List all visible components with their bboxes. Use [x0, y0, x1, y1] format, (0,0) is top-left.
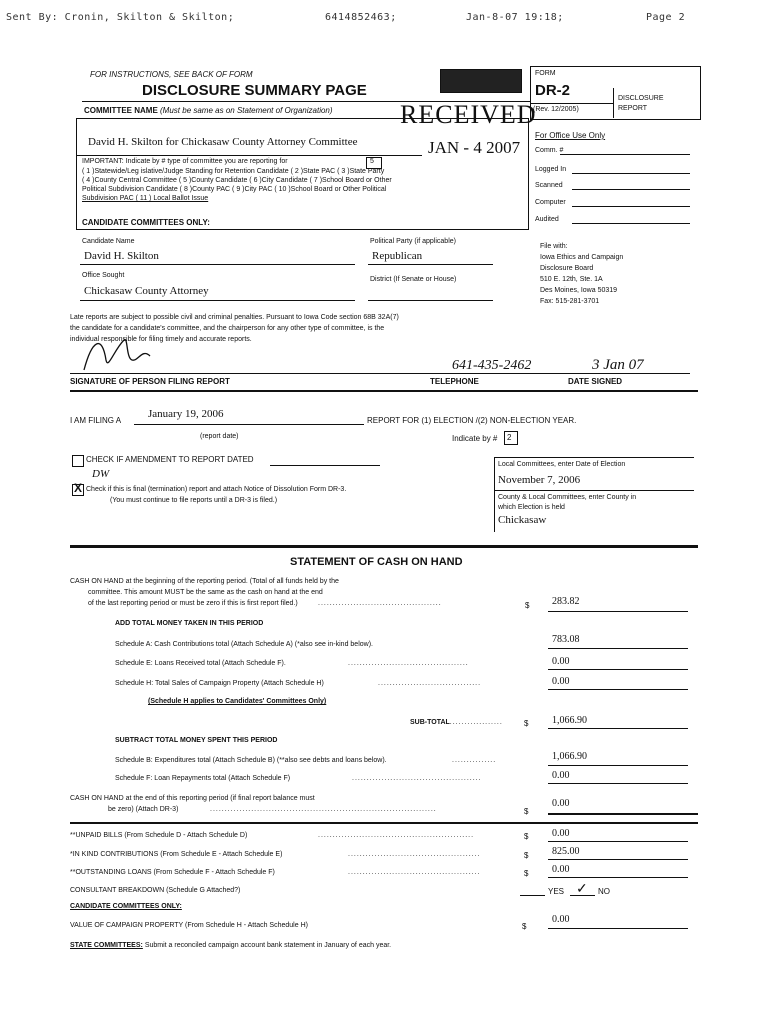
penalty-1: Late reports are subject to possible civil and criminal penalties. Pursuant to Iowa Code section 68B 32A(7)	[70, 314, 399, 321]
file-with-5: Des Moines, Iowa 50319	[540, 287, 618, 294]
dollar-sign: $	[524, 851, 529, 860]
sched-h: Schedule H: Total Sales of Campaign Property (Attach Schedule H)	[115, 680, 324, 687]
office-sought[interactable]: Chickasaw County Attorney	[84, 285, 209, 297]
important-4: Political Subdivision Candidate ( 8 )County PAC ( 9 )City PAC ( 10 )School Board or Other Political	[82, 186, 387, 193]
important-2: ( 1 )Statewide/Leg islative/Judge Standing for Retention Candidate ( 2 )State PAC ( 3 )State Party	[82, 168, 385, 175]
office-logged: Logged In	[535, 166, 567, 173]
dollar-sign: $	[524, 832, 529, 841]
penalty-2: the candidate for a candidate's committee, and the chairperson for any other type of committee, is the	[70, 325, 385, 332]
outstanding-loans: **OUTSTANDING LOANS (From Schedule F - Attach Schedule F)	[70, 869, 275, 876]
committee-type[interactable]: 5	[370, 158, 374, 165]
office-label: Office Sought	[82, 272, 125, 279]
county-label-2: which Election is held	[498, 504, 565, 511]
coh-1: CASH ON HAND at the beginning of the reporting period. (Total of all funds held by the	[70, 578, 339, 585]
dollar-sign: $	[522, 922, 527, 931]
important-3: ( 4 )County Central Committee ( 5 )County Candidate ( 6 )City Candidate ( 7 )School Board or Other	[82, 177, 392, 184]
signature-mark	[80, 330, 170, 376]
yes-label: YES	[548, 887, 565, 896]
form-rev: (Rev. 12/2005)	[533, 106, 579, 113]
amendment-label: CHECK IF AMENDMENT TO REPORT DATED	[86, 455, 254, 464]
final-report-2: (You must continue to file reports until a DR-3 is filed.)	[110, 497, 278, 504]
indicate-value[interactable]: 2	[507, 433, 512, 442]
coh-value[interactable]: 283.82	[552, 596, 580, 607]
received-stamp: RECEIVED	[400, 100, 537, 129]
election-date[interactable]: November 7, 2006	[498, 474, 581, 486]
important-5: Subdivision PAC ( 11 ) Local Ballot Issue	[82, 195, 209, 202]
no-check-mark[interactable]: ✓	[576, 880, 588, 896]
date-signed-label: DATE SIGNED	[568, 377, 623, 386]
sched-e: Schedule E: Loans Received total (Attach Schedule F).	[115, 660, 286, 667]
subtract-title: SUBTRACT TOTAL MONEY SPENT THIS PERIOD	[115, 737, 278, 744]
report-for: REPORT FOR (1) ELECTION /(2) NON-ELECTION YEAR.	[367, 416, 577, 425]
fax-datetime: Jan-8-07 19:18;	[466, 12, 564, 23]
final-report-mark: X	[74, 481, 83, 495]
committee-label: COMMITTEE NAME (Must be same as on Statement of Organization)	[84, 106, 333, 115]
local-committees-label: Local Committees, enter Date of Election	[498, 461, 626, 468]
form-title-1: DISCLOSURE	[618, 95, 664, 102]
county-label-1: County & Local Committees, enter County in	[498, 494, 637, 501]
fax-page: Page 2	[646, 12, 686, 23]
state-committees: STATE COMMITTEES: Submit a reconciled campaign account bank statement in January of each year.	[70, 942, 392, 949]
coh-2: committee. This amount MUST be the same as the cash on hand at the end	[88, 589, 323, 596]
important-1: IMPORTANT: Indicate by # type of committee you are reporting for	[82, 158, 288, 165]
dollar-sign: $	[525, 601, 530, 610]
end-value[interactable]: 0.00	[552, 798, 570, 809]
signature-label: SIGNATURE OF PERSON FILING REPORT	[70, 377, 230, 386]
file-with-2: Iowa Ethics and Campaign	[540, 254, 624, 261]
sched-f-value[interactable]: 0.00	[552, 770, 570, 781]
office-comm: Comm. #	[535, 147, 564, 154]
file-with-3: Disclosure Board	[540, 265, 594, 272]
indicate-label: Indicate by #	[452, 434, 498, 443]
file-with-1: File with:	[540, 243, 568, 250]
in-kind-value[interactable]: 825.00	[552, 846, 580, 857]
end-2: be zero) (Attach DR-3)	[108, 806, 179, 813]
loans-value[interactable]: 0.00	[552, 864, 570, 875]
sched-a-value[interactable]: 783.08	[552, 634, 580, 645]
file-with-6: Fax: 515-281-3701	[540, 298, 600, 305]
party-label: Political Party (if applicable)	[370, 238, 456, 245]
candidate-name-label: Candidate Name	[82, 238, 135, 245]
county[interactable]: Chickasaw	[498, 514, 547, 526]
office-audited: Audited	[535, 216, 559, 223]
telephone-label: TELEPHONE	[430, 377, 479, 386]
page-title: DISCLOSURE SUMMARY PAGE	[142, 82, 367, 99]
date-signed-value[interactable]: 3 Jan 07	[592, 357, 644, 373]
dollar-sign: $	[524, 719, 529, 728]
no-label: NO	[598, 887, 610, 896]
sched-b: Schedule B: Expenditures total (Attach Schedule B) (**also see debts and loans below).	[115, 757, 387, 764]
sched-a: Schedule A: Cash Contributions total (Attach Schedule A) (*also see in-kind below).	[115, 641, 373, 648]
candidate-name[interactable]: David H. Skilton	[84, 250, 159, 262]
subtotal-value[interactable]: 1,066.90	[552, 715, 587, 726]
unpaid-bills: **UNPAID BILLS (From Schedule D - Attach Schedule D)	[70, 832, 248, 839]
candidate-only-2: CANDIDATE COMMITTEES ONLY:	[70, 903, 182, 910]
sched-h-value[interactable]: 0.00	[552, 676, 570, 687]
final-report-1: Check if this is final (termination) report and attach Notice of Dissolution Form DR-3.	[86, 486, 347, 493]
sched-b-value[interactable]: 1,066.90	[552, 751, 587, 762]
instructions-note: FOR INSTRUCTIONS, SEE BACK OF FORM	[90, 70, 253, 79]
candidate-only-label: CANDIDATE COMMITTEES ONLY:	[82, 218, 210, 227]
district-label: District (If Senate or House)	[370, 276, 457, 283]
report-date[interactable]: January 19, 2006	[148, 408, 224, 420]
filing-label: I AM FILING A	[70, 416, 122, 425]
barcode-logo	[440, 69, 522, 93]
dollar-sign: $	[524, 869, 529, 878]
amendment-mark: DW	[92, 468, 110, 480]
sched-e-value[interactable]: 0.00	[552, 656, 570, 667]
consultant-label: CONSULTANT BREAKDOWN (Schedule G Attached?)	[70, 887, 241, 894]
telephone-value[interactable]: 641-435-2462	[452, 358, 532, 373]
form-number: DR-2	[535, 82, 571, 99]
fax-number: 6414852463;	[325, 12, 397, 23]
property-value[interactable]: 0.00	[552, 914, 570, 925]
committee-name: David H. Skilton for Chickasaw County Attorney Committee	[88, 136, 358, 148]
subtotal-label: SUB-TOTAL..................	[410, 719, 503, 726]
amendment-checkbox[interactable]	[72, 455, 84, 467]
party[interactable]: Republican	[372, 250, 423, 262]
fax-sender: Sent By: Cronin, Skilton & Skilton;	[6, 12, 235, 23]
sched-h-note: (Schedule H applies to Candidates' Committees Only)	[148, 698, 327, 705]
report-date-label: (report date)	[200, 433, 239, 440]
sched-f: Schedule F: Loan Repayments total (Attach Schedule F)	[115, 775, 291, 782]
file-with-4: 510 E. 12th, Ste. 1A	[540, 276, 603, 283]
office-scanned: Scanned	[535, 182, 563, 189]
in-kind: *IN KIND CONTRIBUTIONS (From Schedule E - Attach Schedule E)	[70, 851, 283, 858]
office-computer: Computer	[535, 199, 566, 206]
end-1: CASH ON HAND at the end of this reporting period (if final report balance must	[70, 795, 315, 802]
cash-title: STATEMENT OF CASH ON HAND	[290, 556, 463, 568]
form-label: FORM	[535, 70, 556, 77]
dollar-sign: $	[524, 807, 529, 816]
form-title-2: REPORT	[618, 105, 648, 112]
received-date: JAN - 4 2007	[428, 138, 521, 157]
add-title: ADD TOTAL MONEY TAKEN IN THIS PERIOD	[115, 620, 264, 627]
coh-3: of the last reporting period or must be zero if this is first report filed.)	[88, 600, 298, 607]
penalty-3: individual responsible for filing timely and accurate reports.	[70, 336, 252, 343]
unpaid-value[interactable]: 0.00	[552, 828, 570, 839]
office-use-title: For Office Use Only	[535, 131, 606, 140]
campaign-property: VALUE OF CAMPAIGN PROPERTY (From Schedule H - Attach Schedule H)	[70, 922, 308, 929]
